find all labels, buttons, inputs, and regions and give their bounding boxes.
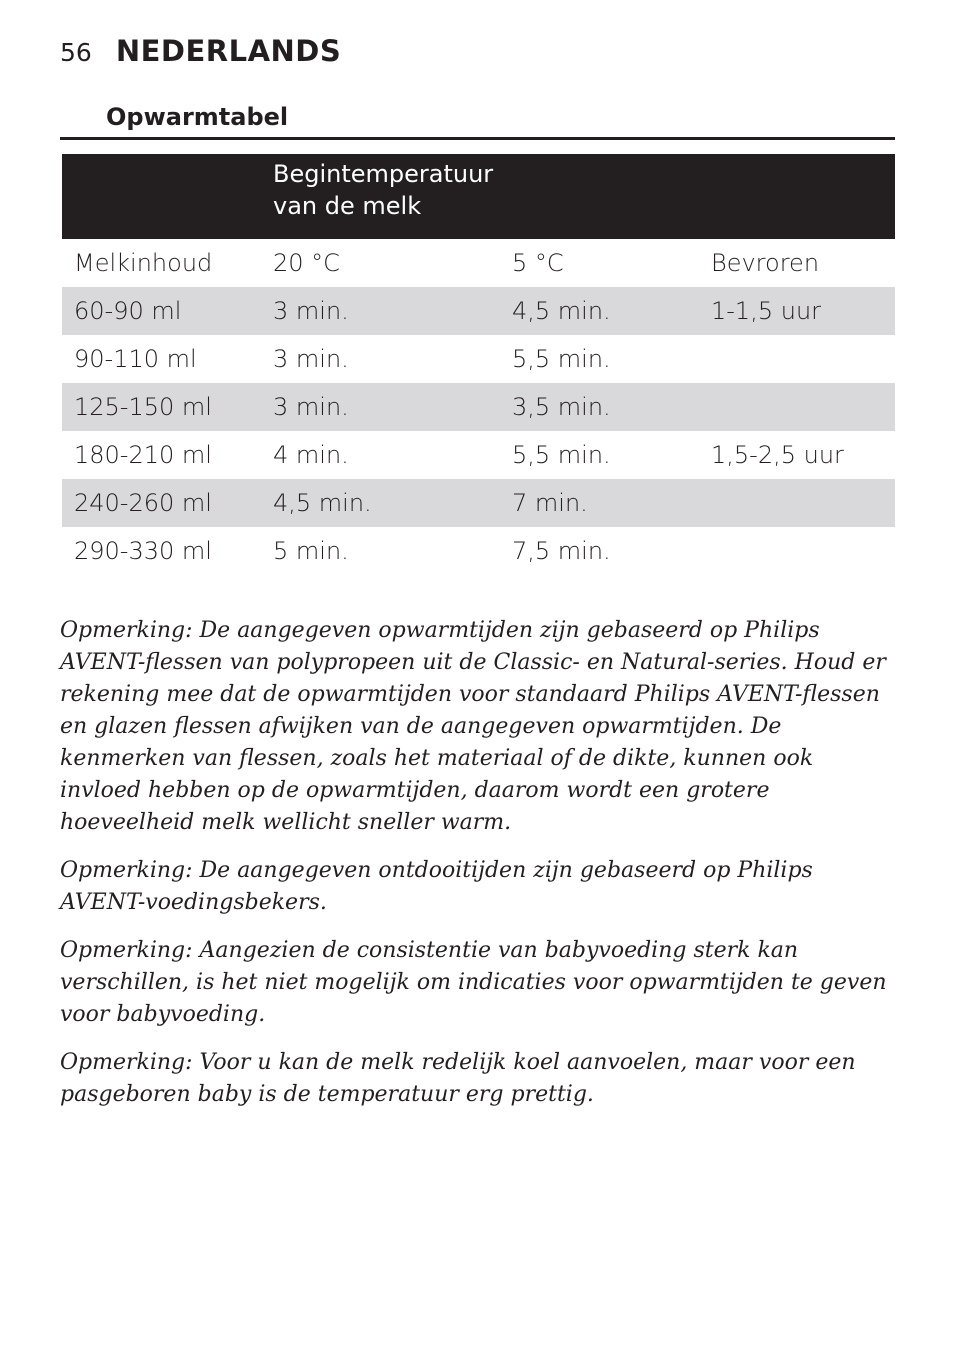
cell-time-5c: 7,5 min. bbox=[512, 537, 611, 565]
column-header-volume: Melkinhoud bbox=[74, 249, 213, 277]
column-header-5c: 5 °C bbox=[512, 249, 564, 277]
cell-time-5c: 4,5 min. bbox=[512, 297, 611, 325]
cell-time-20c: 3 min. bbox=[273, 393, 349, 421]
cell-time-5c: 5,5 min. bbox=[512, 345, 611, 373]
section-title: Opwarmtabel bbox=[106, 103, 289, 131]
cell-time-5c: 7 min. bbox=[512, 489, 588, 517]
cell-time-20c: 5 min. bbox=[273, 537, 349, 565]
note-paragraph: Opmerking: Aangezien de consistentie van babyvoeding sterk kan verschillen, is het niet mogelijk om indicaties voor opwarmtijden te geven voor babyvoeding. bbox=[60, 938, 887, 1027]
cell-volume: 240-260 ml bbox=[74, 489, 212, 517]
table-row bbox=[62, 527, 895, 575]
start-temperature-line-1: Begintemperatuur bbox=[273, 160, 494, 188]
table-header bbox=[62, 154, 895, 239]
cell-time-20c: 4,5 min. bbox=[273, 489, 372, 517]
notes-section bbox=[60, 615, 895, 1127]
section-rule bbox=[60, 137, 895, 140]
cell-time-frozen: 1,5-2,5 uur bbox=[711, 441, 844, 469]
table-row bbox=[62, 383, 895, 431]
note-paragraph: Opmerking: De aangegeven opwarmtijden zijn gebaseerd op Philips AVENT-flessen van polypropeen uit de Classic- en Natural-series. Houd er rekening mee dat de opwarmtijden voor standaard Philips AVENT-flessen en glazen flessen afwijken van de aangegeven opwarmtijden. De kenmerken van flessen, zoals het materiaal of de dikte, kunnen ook invloed hebben op de opwarmtijden, daarom wordt een grotere hoeveelheid melk wellicht sneller warm. bbox=[60, 618, 886, 835]
cell-volume: 90-110 ml bbox=[74, 345, 197, 373]
cell-time-20c: 4 min. bbox=[273, 441, 349, 469]
column-header-frozen: Bevroren bbox=[711, 249, 820, 277]
cell-time-5c: 5,5 min. bbox=[512, 441, 611, 469]
table-row bbox=[62, 287, 895, 335]
warming-table bbox=[62, 154, 895, 575]
page-header bbox=[60, 34, 341, 68]
cell-volume: 180-210 ml bbox=[74, 441, 212, 469]
start-temperature-line-2: van de melk bbox=[273, 192, 422, 220]
cell-volume: 60-90 ml bbox=[74, 297, 182, 325]
cell-time-5c: 3,5 min. bbox=[512, 393, 611, 421]
table-row bbox=[62, 479, 895, 527]
table-row bbox=[62, 335, 895, 383]
cell-volume: 290-330 ml bbox=[74, 537, 212, 565]
start-temperature-header bbox=[273, 158, 493, 222]
note-paragraph: Opmerking: Voor u kan de melk redelijk koel aanvoelen, maar voor een pasgeboren baby is de temperatuur erg prettig. bbox=[60, 1050, 856, 1107]
cell-time-20c: 3 min. bbox=[273, 345, 349, 373]
page-number: 56 bbox=[60, 38, 92, 67]
column-header-20c: 20 °C bbox=[273, 249, 340, 277]
note-paragraph: Opmerking: De aangegeven ontdooitijden zijn gebaseerd op Philips AVENT-voedingsbekers. bbox=[60, 858, 813, 915]
cell-time-frozen: 1-1,5 uur bbox=[711, 297, 822, 325]
language-heading: NEDERLANDS bbox=[115, 34, 342, 68]
cell-volume: 125-150 ml bbox=[74, 393, 212, 421]
table-subheader-row bbox=[62, 239, 895, 287]
cell-time-20c: 3 min. bbox=[273, 297, 349, 325]
table-row bbox=[62, 431, 895, 479]
